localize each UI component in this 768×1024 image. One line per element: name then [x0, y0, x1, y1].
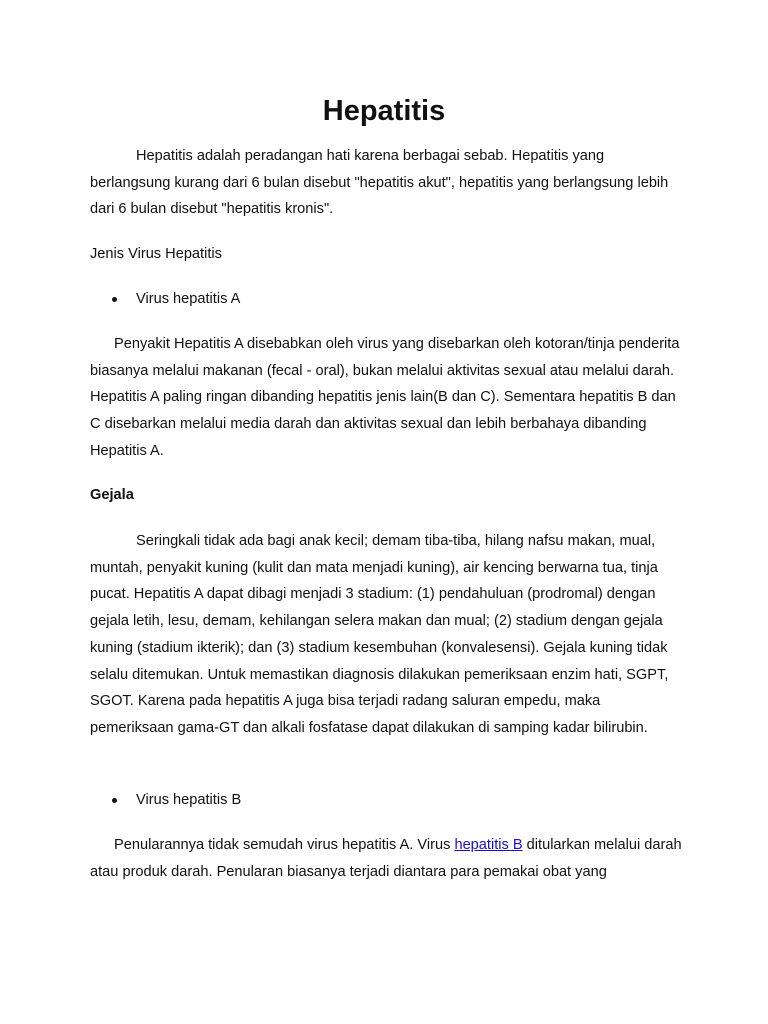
paragraph-text: ditularkan melalui darah atau produk darah. Penularan biasanya terjadi diantara para pemakai obat yang	[90, 837, 682, 880]
paragraph-gejala: Seringkali tidak ada bagi anak kecil; demam tiba-tiba, hilang nafsu makan, mual, muntah, penyakit kuning (kulit dan mata menjadi kuning), air kencing berwarna tua, tinja pucat. Hepatitis A dapat dibagi menjadi 3 stadium: (1) pendahuluan (prodromal) dengan gejala letih, lesu, demam, kehilangan selera makan dan mual; (2) stadium dengan gejala kuning (stadium ikterik); dan (3) stadium kesembuhan (konvalesensi). Gejala kuning tidak selalu ditemukan. Untuk memastikan diagnosis dilakukan pemeriksaan enzim hati, SGPT, SGOT. Karena pada hepatitis A juga bisa terjadi radang saluran empedu, maka pemeriksaan gama-GT dan alkali fosfatase dapat dilakukan di samping kadar bilirubin.	[90, 533, 669, 736]
bullet-label: Virus hepatitis B	[136, 792, 242, 808]
bullet-label: Virus hepatitis A	[136, 291, 241, 307]
paragraph-hepatitis-a: Penyakit Hepatitis A disebabkan oleh virus yang disebarkan oleh kotoran/tinja penderita biasanya melalui makanan (fecal - oral), bukan melalui aktivitas sexual atau melalui darah. Hepatitis A paling ringan dibanding hepatitis jenis lain(B dan C). Sementara hepatitis B dan C disebarkan melalui media darah dan aktivitas sexual dan lebih berbahaya dibanding Hepatitis A.	[90, 336, 680, 459]
document-title: Hepatitis	[322, 95, 446, 127]
intro-paragraph: Hepatitis adalah peradangan hati karena berbagai sebab. Hepatitis yang berlangsung kurang dari 6 bulan disebut "hepatitis akut", hepatitis yang berlangsung lebih dari 6 bulan disebut "hepatitis kronis".	[90, 148, 669, 218]
bullet-dot-icon	[112, 297, 117, 302]
bullet-dot-icon	[112, 798, 117, 803]
section-label: Jenis Virus Hepatitis	[90, 246, 222, 262]
hepatitis-b-link[interactable]: hepatitis B	[454, 837, 523, 853]
paragraph-text: Penularannya tidak semudah virus hepatitis A. Virus	[114, 837, 455, 853]
heading-gejala: Gejala	[90, 487, 134, 503]
paragraph-hepatitis-b	[90, 832, 684, 885]
